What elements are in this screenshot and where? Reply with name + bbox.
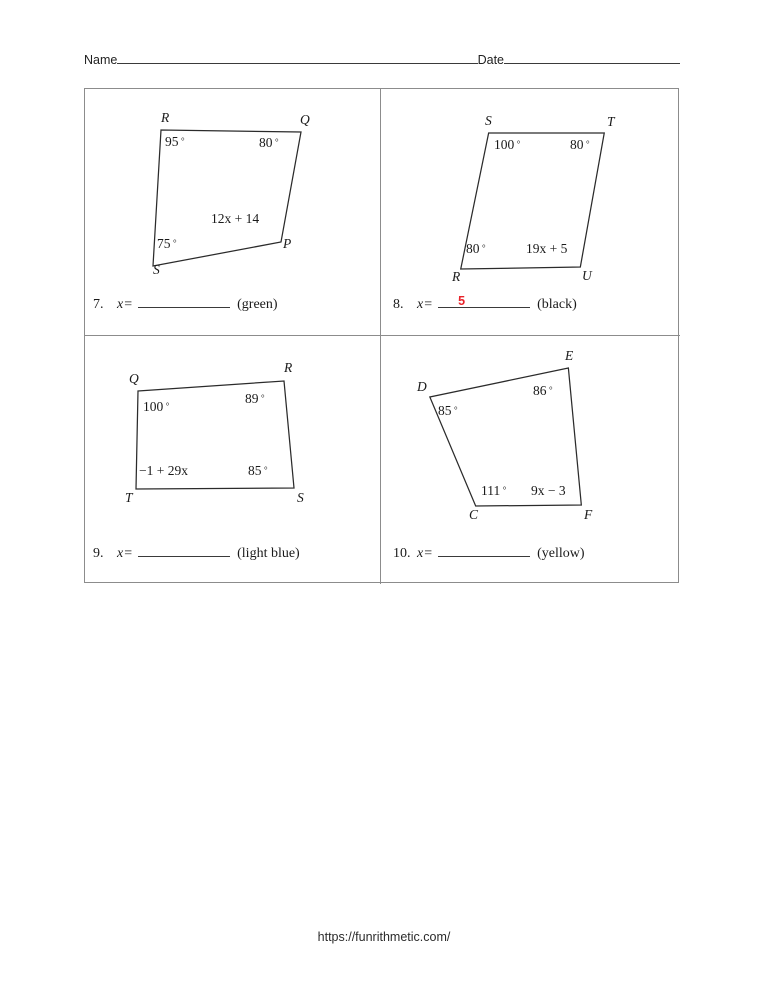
angle-label-R: 89 ° [245,391,265,406]
equals-sign-8: = [424,297,433,312]
name-write-in-line[interactable] [117,62,477,64]
equals-sign-9: = [124,546,133,561]
quadrilateral-svg-10 [381,336,680,536]
equals-sign-7: = [124,297,133,312]
vertex-label-S: S [153,262,160,277]
angle-label-S: 100 ° [494,137,521,152]
problem-number-8: 8. [393,297,404,312]
quadrilateral-figure-8 [381,89,680,289]
problem-number-9: 9. [93,546,104,561]
name-label: Name [84,52,118,67]
quadrilateral-figure-10 [381,336,680,536]
angle-label-S: 75 ° [157,236,177,251]
vertex-label-U: U [582,268,592,283]
vertex-label-S: S [485,113,492,128]
color-tag-9: (light blue) [237,546,300,561]
variable-label-9: x [117,546,124,561]
angle-label-R: 80 ° [466,241,486,256]
vertex-label-Q: Q [129,371,139,386]
angle-label-Q: 80 ° [259,135,279,150]
angle-label-S: 85 ° [248,463,268,478]
date-label: Date [477,52,504,67]
vertex-label-S: S [297,490,304,505]
color-tag-10: (yellow) [537,546,585,561]
answer-row-9 [85,542,380,562]
angle-label-P-expression: 12x + 14 [211,211,260,226]
vertex-label-C: C [469,507,479,522]
vertex-label-D: D [417,379,427,394]
vertex-label-F: F [584,507,593,522]
variable-label-8: x [417,297,424,312]
answer-row-10 [381,542,680,562]
vertex-label-T: T [125,490,133,505]
angle-label-R: 95 ° [165,134,185,149]
angle-label-T-expression: −1 + 29x [139,463,188,478]
answer-blank-7[interactable] [138,293,230,308]
variable-label-7: x [117,297,124,312]
angle-label-Q: 100 ° [143,399,170,414]
vertex-label-R: R [161,110,170,125]
problem-number-10: 10. [393,546,411,561]
date-write-in-line[interactable] [504,62,680,64]
problem-cell-7 [85,89,380,335]
color-tag-8: (black) [537,297,577,312]
angle-label-C: 111 ° [481,483,507,498]
vertex-label-Q: Q [300,112,310,127]
footer-url[interactable]: https://funrithmetic.com/ [317,930,451,944]
vertex-label-T: T [607,114,615,129]
angle-label-D: 85 ° [438,403,458,418]
answer-blank-8[interactable] [438,293,530,308]
angle-label-F-expression: 9x − 3 [531,483,566,498]
quadrilateral-figure-9 [85,336,380,536]
answer-row-8 [381,293,680,313]
quadrilateral-figure-7 [85,89,380,289]
answer-blank-9[interactable] [138,542,230,557]
answer-value-8: 5 [458,293,466,308]
problem-cell-10 [380,335,680,584]
quadrilateral-svg-9 [85,336,380,536]
problem-grid [84,88,679,583]
color-tag-7: (green) [237,297,278,312]
vertex-label-E: E [565,348,574,363]
angle-label-U-expression: 19x + 5 [526,241,568,256]
vertex-label-R: R [284,360,293,375]
problem-cell-9 [85,335,380,584]
angle-label-E: 86 ° [533,383,553,398]
problem-number-7: 7. [93,297,104,312]
equals-sign-10: = [424,546,433,561]
quadrilateral-svg-8 [381,89,680,289]
vertex-label-P: P [283,236,292,251]
answer-row-7 [85,293,380,313]
problem-cell-8 [380,89,680,335]
worksheet-header [84,44,680,66]
answer-blank-10[interactable] [438,542,530,557]
angle-label-T: 80 ° [570,137,590,152]
vertex-label-R: R [452,269,461,284]
quadrilateral-svg-7 [85,89,380,289]
variable-label-10: x [417,546,424,561]
